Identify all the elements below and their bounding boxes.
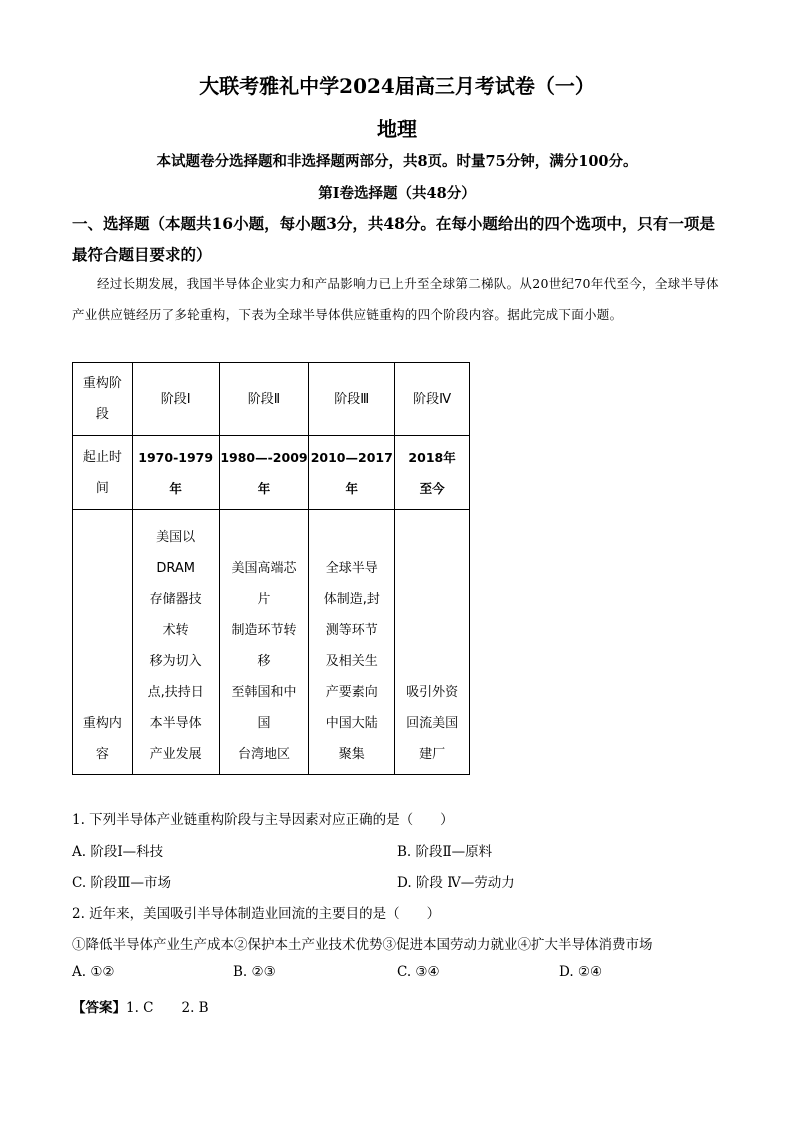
question-2-option-a[interactable]: A. ①②: [72, 964, 115, 980]
table-header-cell: 阶段Ⅰ: [132, 363, 219, 436]
content-cell: 全球半导 体制造,封 测等环节 及相关生 产要素向 中国大陆 聚集: [309, 510, 395, 775]
answer-1: 1. C: [126, 1000, 154, 1016]
table-header-cell: 阶段Ⅳ: [395, 363, 470, 436]
question-2-option-d[interactable]: D. ②④: [559, 964, 603, 980]
row-label-period: 起止时 间: [73, 436, 133, 510]
answer-2: 2. B: [181, 1000, 209, 1016]
period-cell: 2018年 至今: [395, 436, 470, 510]
period-cell: 1980—-2009 年: [219, 436, 309, 510]
period-cell: 1970-1979 年: [132, 436, 219, 510]
question-2-statements: ①降低半导体产业生产成本②保护本土产业技术优势③促进本国劳动力就业④扩大半导体消费市场: [72, 937, 653, 953]
question-2-stem: 2. 近年来，美国吸引半导体制造业回流的主要目的是（ ）: [72, 906, 441, 922]
content-cell: 美国以 DRAM 存储器技 术转 移为切入 点,扶持日 本半导体 产业发展: [132, 510, 219, 775]
table-header-cell: 阶段Ⅱ: [219, 363, 309, 436]
question-2-option-c[interactable]: C. ③④: [397, 964, 440, 980]
exam-title: 大联考雅礼中学2024届高三月考试卷（一）: [199, 74, 595, 98]
question-1-option-b[interactable]: B. 阶段Ⅱ—原料: [397, 844, 493, 860]
part-heading: 第Ⅰ卷选择题（共48分）: [318, 185, 476, 202]
table-row-period: [73, 436, 470, 510]
question-2-option-b[interactable]: B. ②③: [233, 964, 276, 980]
table-header-cell: 阶段Ⅲ: [309, 363, 395, 436]
question-1-stem: 1. 下列半导体产业链重构阶段与主导因素对应正确的是（ ）: [72, 812, 454, 828]
answer-label: 【答案】: [72, 1000, 126, 1016]
subject-title: 地理: [377, 117, 417, 141]
row-label-content: 重构内 容: [73, 510, 133, 775]
restructuring-table: [72, 362, 470, 775]
question-1-option-a[interactable]: A. 阶段Ⅰ—科技: [72, 844, 164, 860]
exam-description: 本试题卷分选择题和非选择题两部分，共8页。时量75分钟，满分100分。: [156, 153, 638, 170]
question-1-option-d[interactable]: D. 阶段 Ⅳ—劳动力: [397, 875, 515, 891]
question-1-option-c[interactable]: C. 阶段Ⅲ—市场: [72, 875, 171, 891]
period-cell: 2010—2017 年: [309, 436, 395, 510]
section-heading: 一、选择题（本题共16小题，每小题3分，共48分。在每小题给出的四个选项中，只有一项是最符合题目要求的）: [72, 214, 715, 264]
content-cell: 美国高端芯 片 制造环节转 移 至韩国和中 国 台湾地区: [219, 510, 309, 775]
answer-line: [72, 996, 209, 1016]
table-row-content: [73, 510, 470, 775]
table-header-cell: 重构阶 段: [73, 363, 133, 436]
content-cell: 吸引外资 回流美国 建厂: [395, 510, 470, 775]
intro-paragraph: 经过长期发展，我国半导体企业实力和产品影响力已上升至全球第二梯队。从20世纪70年代至今，全球半导体产业供应链经历了多轮重构，下表为全球半导体供应链重构的四个阶段内容。据此完成下面小题。: [72, 276, 719, 322]
table-header-row: [73, 363, 470, 436]
